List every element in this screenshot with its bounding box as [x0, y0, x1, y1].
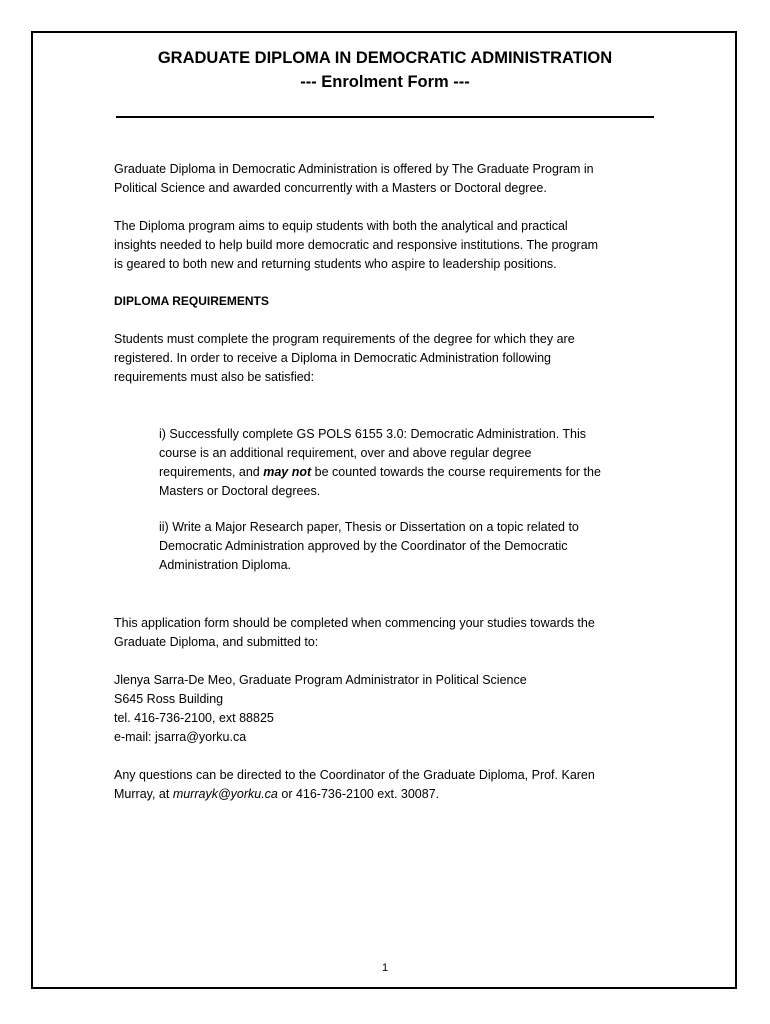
coordinator-email-link[interactable]: murrayk@yorku.ca: [172, 787, 278, 801]
requirements-heading: DIPLOMA REQUIREMENTS: [114, 294, 269, 308]
requirement-item-1: i) Successfully complete GS POLS 6155 3.0: Democratic Administration. This course is an additional requirement, over and above regular degree requirements, and may not be counted towards the course requirements for the Masters or Doctoral degrees.: [159, 427, 601, 498]
page-title: GRADUATE DIPLOMA IN DEMOCRATIC ADMINISTRATION: [157, 49, 613, 67]
emphasis-may-not: may not: [263, 465, 312, 479]
requirement-item-2: ii) Write a Major Research paper, Thesis or Dissertation on a topic related to Democratic Administration approved by the Coordinator of the Democratic Administration Diploma.: [159, 520, 579, 572]
questions-paragraph: Any questions can be directed to the Coordinator of the Graduate Diploma, Prof. Karen Murray, at murrayk@yorku.ca or 416-736-2100 ext. 30087.: [114, 768, 595, 801]
requirements-intro: Students must complete the program requirements of the degree for which they are registered. In order to receive a Diploma in Democratic Administration following requirements must also be satisfied:: [114, 332, 575, 384]
contact-email: e-mail: jsarra@yorku.ca: [114, 730, 247, 744]
contact-block: [114, 671, 662, 747]
page-subtitle: --- Enrolment Form ---: [300, 73, 470, 91]
submission-paragraph: This application form should be completed when commencing your studies towards the Graduate Diploma, and submitted to:: [114, 616, 595, 649]
contact-room: S645 Ross Building: [114, 692, 224, 706]
contact-name: Jlenya Sarra-De Meo, Graduate Program Administrator in Political Science: [114, 673, 527, 687]
page-number: 1: [381, 962, 389, 974]
intro-paragraph: Graduate Diploma in Democratic Administration is offered by The Graduate Program in Political Science and awarded concurrently with a Masters or Doctoral degree.: [114, 162, 594, 195]
aims-paragraph: The Diploma program aims to equip students with both the analytical and practical insights needed to help build more democratic and responsive institutions. The program is geared to both new and returning students who aspire to leadership positions.: [114, 219, 599, 271]
title-divider: [116, 116, 654, 118]
contact-tel: tel. 416-736-2100, ext 88825: [114, 711, 274, 725]
